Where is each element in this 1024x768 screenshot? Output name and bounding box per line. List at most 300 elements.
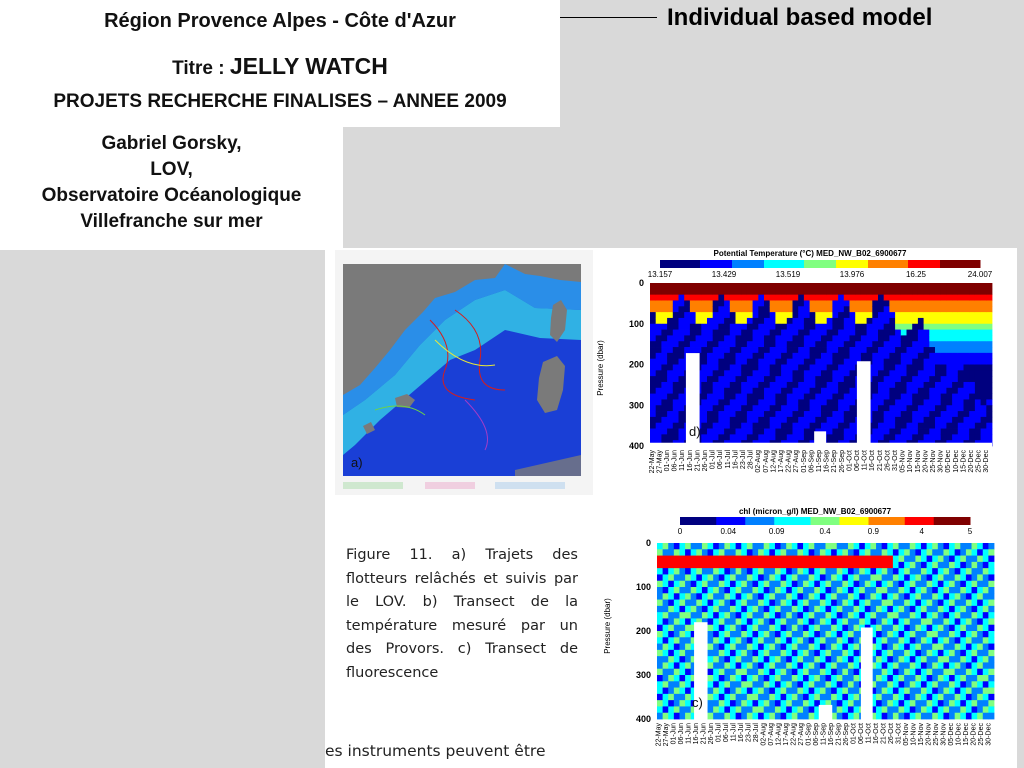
heatmap-cell [656, 388, 662, 394]
heatmap-cell [769, 618, 775, 625]
heatmap-cell [887, 656, 893, 663]
heatmap-cell [969, 370, 975, 376]
heatmap-cell [850, 388, 856, 394]
heatmap-cell [691, 600, 697, 607]
heatmap-cell [929, 388, 935, 394]
heatmap-cell [775, 312, 781, 318]
heatmap-cell [775, 681, 781, 688]
heatmap-cell [955, 549, 961, 556]
heatmap-cell [657, 650, 663, 657]
heatmap-cell [781, 318, 787, 324]
heatmap-cell [907, 312, 913, 318]
heatmap-cell [797, 562, 803, 569]
heatmap-cell [820, 681, 826, 688]
heatmap-cell [679, 324, 685, 330]
heatmap-cell [907, 376, 913, 382]
title-main: JELLY WATCH [229, 53, 388, 79]
heatmap-cell [844, 324, 850, 330]
heatmap-cell [685, 694, 691, 701]
heatmap-cell [943, 612, 949, 619]
heatmap-cell [820, 694, 826, 701]
heatmap-cell [927, 662, 933, 669]
heatmap-cell [988, 600, 994, 607]
heatmap-cell [809, 600, 815, 607]
heatmap-cell [935, 289, 941, 295]
heatmap-cell [932, 562, 938, 569]
heatmap-cell [921, 662, 927, 669]
heatmap-cell [938, 549, 944, 556]
heatmap-cell [741, 656, 747, 663]
heatmap-cell [736, 600, 742, 607]
heatmap-cell [907, 429, 913, 435]
heatmap-cell [876, 662, 882, 669]
heatmap-cell [878, 359, 884, 365]
heatmap-cell [663, 644, 669, 651]
heatmap-cell [753, 429, 759, 435]
heatmap-cell [747, 306, 753, 312]
heatmap-cell [741, 675, 747, 682]
heatmap-cell [975, 335, 981, 341]
heatmap-cell [707, 434, 713, 440]
heatmap-cell [893, 637, 899, 644]
heatmap-cell [673, 341, 679, 347]
heatmap-cell [983, 631, 989, 638]
heatmap-cell [904, 669, 910, 676]
heatmap-cell [674, 631, 680, 638]
heatmap-cell [946, 423, 952, 429]
heatmap-cell [793, 394, 799, 400]
heatmap-cell [924, 335, 930, 341]
heatmap-cell [690, 283, 696, 289]
heatmap-cell [674, 587, 680, 594]
heatmap-cell [870, 568, 876, 575]
heatmap-cell [679, 300, 685, 306]
heatmap-cell [673, 434, 679, 440]
heatmap-cell [718, 347, 724, 353]
heatmap-cell [713, 625, 719, 632]
heatmap-cell [679, 618, 685, 625]
heatmap-cell [895, 417, 901, 423]
heatmap-cell [929, 318, 935, 324]
heatmap-cell [949, 637, 955, 644]
heatmap-cell [969, 376, 975, 382]
heatmap-cell [943, 662, 949, 669]
heatmap-cell [685, 587, 691, 594]
heatmap-cell [861, 318, 867, 324]
heatmap-cell [964, 434, 970, 440]
heatmap-cell [899, 556, 905, 563]
heatmap-cell [820, 606, 826, 613]
heatmap-cell [826, 600, 832, 607]
heatmap-cell [912, 306, 918, 312]
heatmap-cell [848, 706, 854, 713]
heatmap-cell [752, 662, 758, 669]
heatmap-cell [741, 625, 747, 632]
heatmap-cell [932, 606, 938, 613]
heatmap-cell [713, 306, 719, 312]
heatmap-cell [708, 631, 714, 638]
heatmap-cell [730, 681, 736, 688]
heatmap-cell [826, 543, 832, 550]
heatmap-cell [831, 600, 837, 607]
heatmap-cell [972, 675, 978, 682]
heatmap-cell [986, 353, 992, 359]
heatmap-cell [730, 644, 736, 651]
heatmap-cell [764, 675, 770, 682]
heatmap-cell [797, 600, 803, 607]
heatmap-cell [912, 341, 918, 347]
heatmap-cell [764, 644, 770, 651]
heatmap-cell [872, 295, 878, 301]
heatmap-cell [809, 662, 815, 669]
heatmap-cell [747, 359, 753, 365]
heatmap-cell [741, 417, 747, 423]
heatmap-cell [921, 631, 927, 638]
heatmap-cell [983, 669, 989, 676]
heatmap-cell [949, 656, 955, 663]
heatmap-cell [781, 405, 787, 411]
heatmap-cell [684, 306, 690, 312]
heatmap-cell [797, 681, 803, 688]
heatmap-cell [884, 434, 890, 440]
heatmap-cell [696, 600, 702, 607]
heatmap-cell [882, 656, 888, 663]
heatmap-cell [832, 382, 838, 388]
heatmap-cell [668, 694, 674, 701]
heatmap-cell [910, 688, 916, 695]
heatmap-cell [938, 606, 944, 613]
heatmap-cell [969, 306, 975, 312]
colorbar-tick-label: 16.25 [905, 270, 927, 279]
heatmap-cell [889, 300, 895, 306]
x-tick-label: 20-Nov [925, 723, 933, 746]
heatmap-cell [679, 650, 685, 657]
heatmap-cell [781, 359, 787, 365]
y-tick-label: 100 [635, 582, 651, 592]
heatmap-cell [946, 318, 952, 324]
heatmap-cell [793, 283, 799, 289]
x-tick-label: 07-Aug [768, 723, 776, 746]
heatmap-cell [724, 574, 730, 581]
heatmap-cell [775, 359, 781, 365]
heatmap-cell [943, 706, 949, 713]
heatmap-cell [770, 324, 776, 330]
heatmap-cell [753, 399, 759, 405]
heatmap-cell [952, 394, 958, 400]
heatmap-cell [730, 300, 736, 306]
x-tick-label: 06-Jun [678, 723, 686, 745]
heatmap-cell [964, 382, 970, 388]
heatmap-cell [650, 335, 656, 341]
heatmap-cell [747, 688, 753, 695]
heatmap-cell [832, 324, 838, 330]
heatmap-cell [910, 669, 916, 676]
heatmap-cell [793, 318, 799, 324]
heatmap-cell [741, 434, 747, 440]
heatmap-cell [855, 300, 861, 306]
heatmap-cell [827, 388, 833, 394]
heatmap-cell [758, 306, 764, 312]
heatmap-cell [719, 656, 725, 663]
heatmap-cell [815, 417, 821, 423]
heatmap-cell [685, 631, 691, 638]
heatmap-cell [854, 606, 860, 613]
heatmap-cell [986, 411, 992, 417]
heatmap-cell [904, 637, 910, 644]
heatmap-cell [707, 388, 713, 394]
heatmap-cell [966, 568, 972, 575]
heatmap-cell [955, 662, 961, 669]
heatmap-cell [977, 631, 983, 638]
heatmap-cell [679, 612, 685, 619]
heatmap-cell [821, 394, 827, 400]
heatmap-cell [969, 318, 975, 324]
heatmap-cell [736, 631, 742, 638]
heatmap-cell [986, 306, 992, 312]
heatmap-cell [752, 637, 758, 644]
heatmap-cell [787, 429, 793, 435]
heatmap-cell [797, 713, 803, 720]
heatmap-cell [848, 612, 854, 619]
heatmap-cell [815, 335, 821, 341]
heatmap-cell [685, 644, 691, 651]
heatmap-cell [842, 587, 848, 594]
heatmap-cell [946, 399, 952, 405]
heatmap-cell [904, 681, 910, 688]
heatmap-cell [775, 593, 781, 600]
heatmap-cell [935, 423, 941, 429]
heatmap-cell [861, 324, 867, 330]
heatmap-cell [977, 549, 983, 556]
heatmap-cell [899, 549, 905, 556]
heatmap-cell [775, 713, 781, 720]
heatmap-cell [803, 694, 809, 701]
heatmap-cell [827, 417, 833, 423]
heatmap-cell [657, 656, 663, 663]
heatmap-cell [741, 587, 747, 594]
heatmap-cell [889, 382, 895, 388]
heatmap-cell [964, 341, 970, 347]
heatmap-cell [855, 347, 861, 353]
heatmap-cell [867, 283, 873, 289]
heatmap-cell [797, 612, 803, 619]
heatmap-cell [859, 568, 865, 575]
heatmap-cell [707, 399, 713, 405]
heatmap-cell [848, 556, 854, 563]
heatmap-cell [872, 324, 878, 330]
heatmap-cell [707, 318, 713, 324]
temp-plot-area [650, 283, 992, 447]
heatmap-cell [696, 587, 702, 594]
heatmap-cell [719, 681, 725, 688]
heatmap-cell [929, 312, 935, 318]
heatmap-cell [884, 411, 890, 417]
heatmap-cell [912, 347, 918, 353]
heatmap-cell [889, 330, 895, 336]
heatmap-cell [854, 625, 860, 632]
heatmap-cell [878, 330, 884, 336]
heatmap-cell [724, 593, 730, 600]
x-tick-label: 30-Nov [940, 723, 948, 746]
heatmap-cell [938, 662, 944, 669]
heatmap-cell [673, 300, 679, 306]
heatmap-cell [969, 312, 975, 318]
heatmap-cell [837, 543, 843, 550]
heatmap-cell [848, 637, 854, 644]
x-tick-label: 26-Oct [887, 723, 895, 745]
heatmap-cell [708, 713, 714, 720]
heatmap-cell [850, 434, 856, 440]
heatmap-cell [884, 382, 890, 388]
heatmap-cell [747, 587, 753, 594]
heatmap-cell [736, 283, 742, 289]
heatmap-cell [854, 694, 860, 701]
heatmap-cell [713, 429, 719, 435]
heatmap-cell [724, 549, 730, 556]
heatmap-cell [960, 644, 966, 651]
heatmap-cell [792, 556, 798, 563]
heatmap-cell [966, 700, 972, 707]
heatmap-cell [861, 300, 867, 306]
heatmap-cell [827, 324, 833, 330]
heatmap-cell [915, 669, 921, 676]
heatmap-cell [972, 581, 978, 588]
heatmap-cell [752, 556, 758, 563]
heatmap-cell [758, 681, 764, 688]
heatmap-cell [679, 593, 685, 600]
heatmap-cell [667, 335, 673, 341]
heatmap-cell [747, 295, 753, 301]
heatmap-cell [724, 388, 730, 394]
heatmap-cell [844, 283, 850, 289]
heatmap-cell [673, 405, 679, 411]
heatmap-cell [986, 423, 992, 429]
heatmap-cell [831, 593, 837, 600]
heatmap-cell [719, 600, 725, 607]
heatmap-cell [736, 335, 742, 341]
heatmap-cell [804, 359, 810, 365]
heatmap-cell [955, 706, 961, 713]
heatmap-cell [972, 587, 978, 594]
heatmap-cell [741, 600, 747, 607]
heatmap-cell [952, 318, 958, 324]
heatmap-cell [855, 353, 861, 359]
heatmap-cell [668, 625, 674, 632]
heatmap-cell [707, 376, 713, 382]
colorbar-segment [796, 260, 805, 268]
heatmap-cell [724, 359, 730, 365]
heatmap-cell [650, 306, 656, 312]
colorbar-segment [680, 517, 688, 525]
heatmap-cell [972, 625, 978, 632]
heatmap-cell [838, 300, 844, 306]
heatmap-cell [893, 618, 899, 625]
heatmap-cell [820, 612, 826, 619]
heatmap-cell [949, 543, 955, 550]
heatmap-cell [842, 562, 848, 569]
heatmap-cell [895, 434, 901, 440]
heatmap-cell [827, 347, 833, 353]
heatmap-cell [910, 662, 916, 669]
heatmap-cell [747, 593, 753, 600]
heatmap-cell [747, 405, 753, 411]
heatmap-cell [901, 330, 907, 336]
heatmap-cell [955, 700, 961, 707]
heatmap-cell [924, 341, 930, 347]
heatmap-cell [910, 549, 916, 556]
heatmap-cell [837, 644, 843, 651]
heatmap-cell [679, 388, 685, 394]
heatmap-cell [690, 347, 696, 353]
heatmap-cell [679, 353, 685, 359]
heatmap-cell [708, 587, 714, 594]
heatmap-cell [941, 330, 947, 336]
heatmap-cell [859, 593, 865, 600]
heatmap-cell [837, 612, 843, 619]
colorbar-segment [767, 517, 775, 525]
heatmap-cell [730, 606, 736, 613]
heatmap-cell [679, 644, 685, 651]
heatmap-cell [915, 600, 921, 607]
heatmap-cell [850, 353, 856, 359]
heatmap-cell [887, 543, 893, 550]
heatmap-cell [803, 556, 809, 563]
heatmap-cell [667, 399, 673, 405]
heatmap-cell [838, 347, 844, 353]
heatmap-cell [907, 411, 913, 417]
heatmap-cell [859, 587, 865, 594]
heatmap-cell [872, 300, 878, 306]
heatmap-cell [870, 612, 876, 619]
heatmap-cell [915, 606, 921, 613]
heatmap-cell [797, 593, 803, 600]
heatmap-cell [758, 429, 764, 435]
heatmap-cell [752, 688, 758, 695]
heatmap-cell [981, 388, 987, 394]
colorbar-tick-label: 13.976 [839, 270, 865, 279]
heatmap-cell [679, 656, 685, 663]
heatmap-cell [946, 347, 952, 353]
heatmap-cell [663, 618, 669, 625]
heatmap-cell [872, 399, 878, 405]
y-tick-label: 0 [638, 278, 644, 288]
heatmap-cell [859, 618, 865, 625]
colorbar-segment [900, 260, 909, 268]
heatmap-cell [741, 669, 747, 676]
heatmap-cell [893, 562, 899, 569]
colorbar-segment [803, 517, 811, 525]
heatmap-cell [935, 405, 941, 411]
heatmap-cell [924, 324, 930, 330]
heatmap-cell [769, 600, 775, 607]
heatmap-cell [876, 543, 882, 550]
heatmap-cell [736, 669, 742, 676]
heatmap-cell [810, 365, 816, 371]
heatmap-cell [786, 600, 792, 607]
heatmap-cell [826, 618, 832, 625]
heatmap-cell [679, 365, 685, 371]
heatmap-cell [850, 295, 856, 301]
heatmap-cell [804, 306, 810, 312]
heatmap-cell [753, 341, 759, 347]
heatmap-cell [753, 394, 759, 400]
heatmap-cell [844, 365, 850, 371]
heatmap-cell [964, 289, 970, 295]
heatmap-cell [797, 587, 803, 594]
heatmap-cell [684, 295, 690, 301]
heatmap-cell [861, 330, 867, 336]
heatmap-cell [758, 388, 764, 394]
